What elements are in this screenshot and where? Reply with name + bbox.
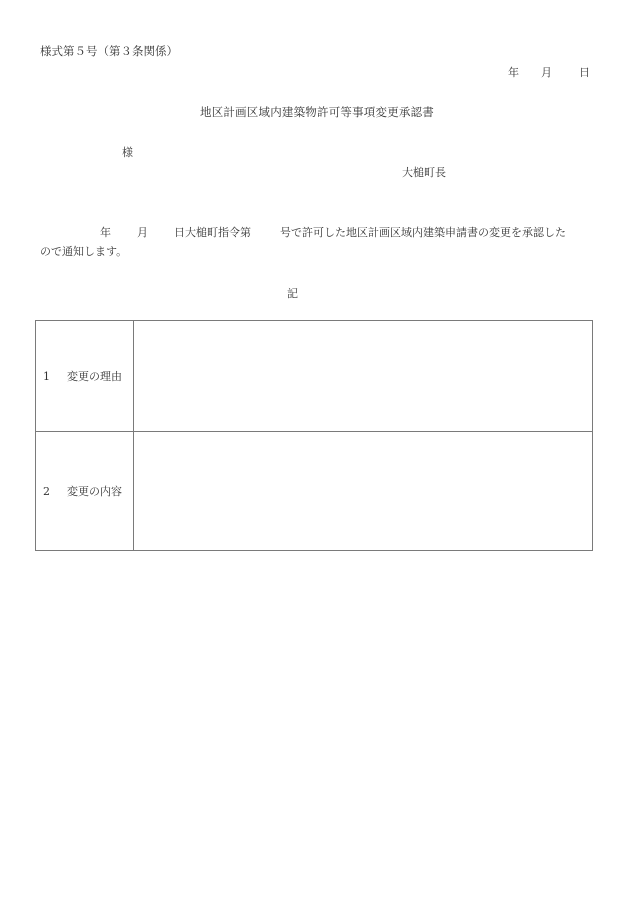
date-month-label: 月 [541,66,552,79]
addressee-honorific: 様 [122,146,133,159]
body-day-ref-text: 日大槌町指令第 [174,226,251,239]
body-paragraph-line2: ので通知します。 [40,245,128,258]
form-number: 様式第５号（第３条関係） [40,44,178,58]
body-month-label: 月 [137,226,148,239]
body-rest-text: 号で許可した地区計画区域内建築申請書の変更を承認した [280,226,566,239]
item-label: 変更の内容 [67,485,122,498]
table-row-reason [36,321,593,432]
content-label-cell [36,432,134,551]
item-number: 1 [43,370,50,383]
reason-label-cell [36,321,134,432]
date-day-label: 日 [579,66,590,79]
date-year-label: 年 [508,66,519,79]
content-value-cell[interactable] [134,432,593,551]
body-year-label: 年 [100,226,111,239]
issuer-name: 大槌町長 [402,166,446,179]
item-number: 2 [43,485,50,498]
ki-heading: 記 [287,287,298,300]
document-title: 地区計画区域内建築物許可等事項変更承認書 [200,105,434,119]
reason-value-cell[interactable] [134,321,593,432]
items-table [35,320,593,551]
table-row-content [36,432,593,551]
item-label: 変更の理由 [67,370,122,383]
